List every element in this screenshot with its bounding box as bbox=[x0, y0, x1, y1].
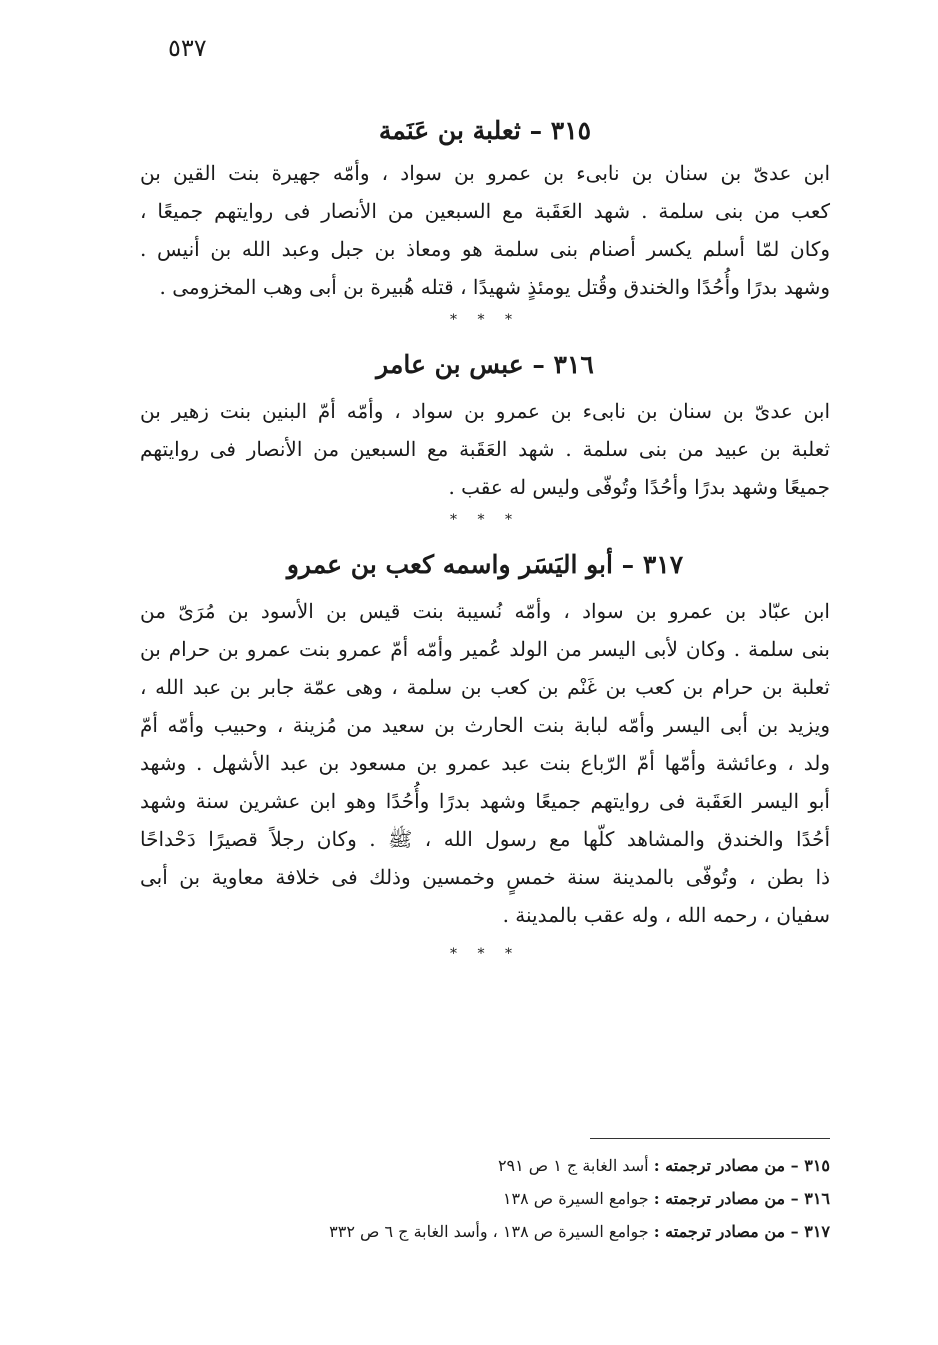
entry-body-315 bbox=[140, 154, 830, 306]
text-line: سفيان ، رحمه الله ، وله عقب بالمدينة . bbox=[502, 903, 830, 927]
footnote-text: جوامع السيرة ص ١٣٨ ، وأسد الغابة ج ٦ ص ٣٣٢ bbox=[329, 1222, 649, 1241]
text-line: وكان لمّا أسلم يكسر أصنام بنى سلمة هو ومعاذ بن جبل وعبد الله بن أنيس . bbox=[140, 237, 830, 261]
page-number: ٥٣٧ bbox=[168, 34, 207, 62]
footnote-316 bbox=[170, 1182, 830, 1215]
entry-body-317 bbox=[140, 592, 830, 934]
footnote-text: أسد الغابة ج ١ ص ٢٩١ bbox=[497, 1156, 649, 1175]
entry-body-316 bbox=[140, 392, 830, 506]
text-line: ابن عبّاد بن عمرو بن سواد ، وأمّه نُسيبة بنت قيس بن الأسود بن مُرَىّ من bbox=[140, 599, 830, 623]
text-line: وشهد بدرًا وأُحُدًا والخندق وقُتل يومئذٍ شهيدًا ، قتله هُبيرة بن أبى وهب المخزومى . bbox=[159, 275, 830, 299]
footnotes bbox=[170, 1138, 830, 1248]
text-line: ذا بطن ، وتُوفّى بالمدينة سنة خمسٍ وخمسين وذلك فى خلافة معاوية بن أبى bbox=[140, 865, 830, 889]
text-line: ولد ، وعائشة وأمّها أمّ الرّباع بنت عبد عمرو بن مسعود بن عبد الأشهل . وشهد bbox=[140, 751, 830, 775]
section-separator: * * * bbox=[450, 312, 520, 328]
text-line: أبو اليسر العَقَبة فى روايتهم جميعًا وشهد بدرًا وأُحُدًا وهو ابن عشرين سنة وشهد bbox=[140, 789, 830, 813]
page-content bbox=[140, 108, 830, 968]
entry-title-316: ٣١٦ – عبس بن عامر bbox=[376, 350, 594, 379]
footnote-text: جوامع السيرة ص ١٣٨ bbox=[502, 1189, 649, 1208]
footnote-divider bbox=[590, 1138, 830, 1139]
text-line: ابن عدىّ بن سنان بن نابىء بن عمرو بن سواد ، وأمّه أمّ البنين بنت زهير بن bbox=[140, 399, 830, 423]
entry-title-317: ٣١٧ – أبو اليَسَر واسمه كعب بن عمرو bbox=[286, 550, 684, 579]
section-separator: * * * bbox=[450, 946, 520, 962]
text-line: ثعلبة بن حرام بن كعب بن غَنْم بن كعب بن سلمة ، وهى عمّة جابر بن عبد الله ، bbox=[140, 675, 830, 699]
footnote-label: ٣١٧ – من مصادر ترجمته : bbox=[653, 1222, 830, 1241]
footnote-317 bbox=[170, 1215, 830, 1248]
text-line: بنى سلمة . وكان لأبى اليسر من الولد عُمير وأمّه أمّ عمرو بنت عمرو بن حرام بن bbox=[140, 637, 830, 661]
footnote-315 bbox=[170, 1149, 830, 1182]
text-line: كعب من بنى سلمة . شهد العَقَبة مع السبعين من الأنصار فى روايتهم جميعًا ، bbox=[140, 199, 830, 223]
section-separator: * * * bbox=[450, 512, 520, 528]
text-line: أحُدًا والخندق والمشاهد كلّها مع رسول الله ، ﷺ . وكان رجلاً قصيرًا دَحْداحًا bbox=[140, 827, 830, 851]
footnote-label: ٣١٥ – من مصادر ترجمته : bbox=[653, 1156, 830, 1175]
text-line: ويزيد بن أبى اليسر وأمّه لبابة بنت الحارث بن سعيد من مُزينة ، وحبيب وأمّه أمّ bbox=[140, 713, 830, 737]
entry-title-315: ٣١٥ – ثعلبة بن عَنَمة bbox=[378, 116, 592, 145]
text-line: جميعًا وشهد بدرًا وأحُدًا وتُوفّى وليس له عقب . bbox=[448, 475, 830, 499]
text-line: ثعلبة بن عبيد من بنى سلمة . شهد العَقَبة مع السبعين من الأنصار فى روايتهم bbox=[140, 437, 830, 461]
text-line: ابن عدىّ بن سنان بن نابىء بن عمرو بن سواد ، وأمّه جهيرة بنت القين بن bbox=[140, 161, 830, 185]
footnote-label: ٣١٦ – من مصادر ترجمته : bbox=[653, 1189, 830, 1208]
